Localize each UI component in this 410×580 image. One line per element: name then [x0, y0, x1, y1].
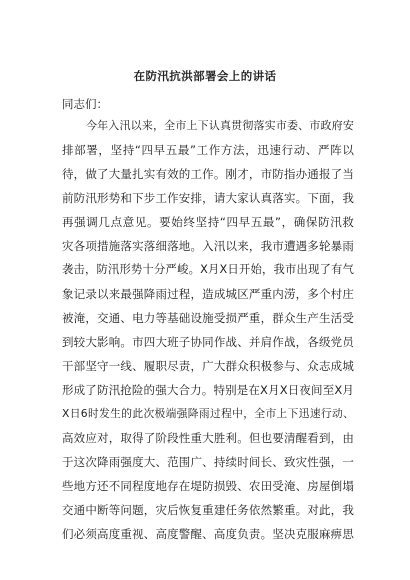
body-line: 袭击，防汛形势十分严峻。X月X日开始，我市出现了有气	[62, 263, 354, 276]
body-line: 们必须高度重视、高度警醒、高度负责。坚决克服麻痹思	[62, 527, 354, 541]
body-line: 象记录以来最强降雨过程，造成城区严重内涝，多个村庄	[62, 287, 354, 301]
body-line: 形成了防汛抢险的强大合力。特别是在X月X日夜间至X月	[62, 383, 355, 397]
body-line: 干部坚守一线、履职尽责，广大群众积极参与、众志成城	[62, 359, 354, 373]
body-line: 前防汛形势和下步工作安排，请大家认真落实。下面，我	[62, 191, 354, 205]
body-line: 被淹，交通、电力等基础设施受损严重，群众生产生活受	[62, 311, 354, 325]
document-title: 在防汛抗洪部署会上的讲话	[133, 69, 277, 83]
body-line: 今年入汛以来，全市上下认真贯彻落实市委、市政府安	[86, 119, 354, 132]
body-line: 排部署，坚持“四早五最”工作方法，迅速行动、严阵以	[62, 143, 354, 157]
body-line: 灾各项措施落实落细落地。入汛以来，我市遭遇多轮暴雨	[62, 239, 354, 253]
body-line: 到较大影响。市四大班子协同作战、并肩作战，各级党员	[62, 335, 354, 349]
body-line: 待，做了大量扎实有效的工作。刚才，市防指办通报了当	[62, 167, 354, 181]
body-line: 些地方还不同程度地存在堤防损毁、农田受淹、房屋倒塌	[62, 479, 354, 493]
body-line: X日6时发生的此次极端强降雨过程中，全市上下迅速行动、	[62, 407, 354, 420]
salutation: 同志们：	[62, 97, 108, 111]
body-line: 再强调几点意见。要始终坚持“四早五最”，确保防汛救	[62, 215, 354, 229]
body-line: 高效应对，取得了阶段性重大胜利。但也要清醒看到，由	[62, 431, 354, 445]
body-line: 于这次降雨强度大、范围广、持续时间长、致灾性强，一	[62, 455, 354, 469]
body-line: 交通中断等问题，灾后恢复重建任务依然繁重。对此，我	[62, 503, 354, 517]
